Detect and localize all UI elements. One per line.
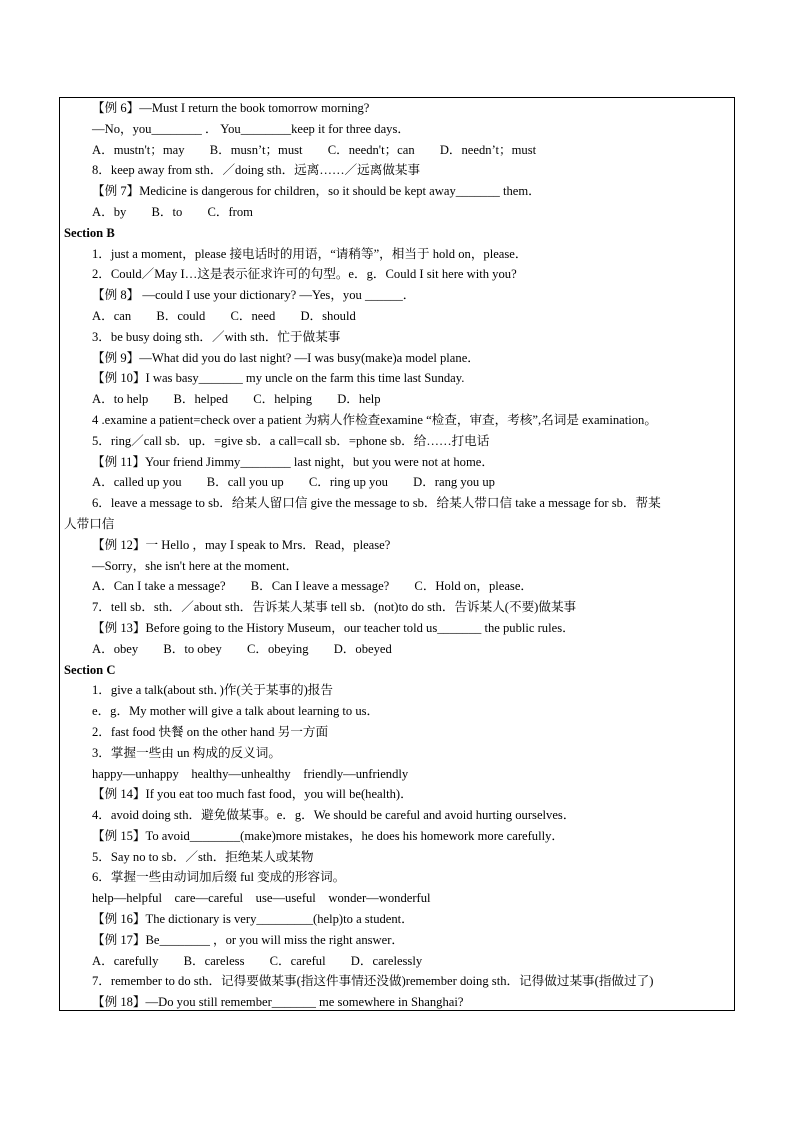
text-line: A．called up you B．call you up C．ring up you D．rang you up — [92, 475, 495, 490]
text-line: 【例 17】Be________ ，or you will miss the right answer． — [92, 932, 405, 947]
text-line: A．obey B．to obey C．obeying D．obeyed — [92, 641, 392, 656]
text-line: 【例 11】Your friend Jimmy________ last night，but you were not at home． — [92, 454, 494, 469]
text-line: 【例 6】—Must I return the book tomorrow morning? — [92, 101, 370, 115]
text-line: —No，you________ ． You________keep it for three days． — [92, 121, 410, 136]
text-line: 5．Say no to sb．／sth．拒绝某人或某物 — [92, 849, 314, 864]
text-line: A．by B．to C．from — [92, 204, 253, 219]
text-line: A．mustn't；may B．musn’t；must C．needn't；can D．needn’t；must — [92, 142, 537, 157]
text-line: 3．be busy doing sth．／with sth．忙于做某事 — [92, 329, 341, 344]
text-line: 人带口信 — [64, 516, 115, 531]
text-line: 8．keep away from sth．／doing sth．远离……／远离做某事 — [92, 163, 421, 178]
text-line: 【例 12】一 Hello ，may I speak to Mrs．Read，please? — [92, 537, 391, 552]
text-line: 4．avoid doing sth．避免做某事。e．g．We should be careful and avoid hurting ourselves． — [92, 808, 576, 823]
text-line: A．to help B．helped C．helping D．help — [92, 392, 381, 407]
text-line: 3．掌握一些由 un 构成的反义词。 — [92, 745, 281, 760]
text-line: 【例 9】—What did you do last night? —I was busy(make)a model plane． — [92, 350, 480, 365]
text-line: 4 .examine a patient=check over a patient 为病人作检查examine “检查，审查，考核”,名词是 examination。 — [92, 412, 657, 427]
text-line: 【例 10】I was basy_______ my uncle on the farm this time last Sunday. — [92, 371, 465, 386]
text-line: 7．tell sb．sth．／about sth．告诉某人某事 tell sb．(not)to do sth．告诉某人(不要)做某事 — [92, 600, 577, 615]
text-line: 1．give a talk(about sth．)作(关于某事的)报告 — [92, 683, 333, 698]
text-line: —Sorry，she isn't here at the moment． — [92, 558, 299, 573]
text-line: A．carefully B．careless C．careful D．carelessly — [92, 953, 423, 968]
text-line: help—helpful care—careful use—useful wonder—wonderful — [92, 891, 431, 906]
text-line: 【例 13】Before going to the History Museum，our teacher told us_______ the public rules． — [92, 620, 575, 635]
text-line: 2．Could／May I…这是表示征求许可的句型。e．g．Could I sit here with you? — [92, 267, 517, 282]
text-line: 2．fast food 快餐 on the other hand 另一方面 — [92, 724, 329, 739]
text-line: A．can B．could C．need D．should — [92, 308, 356, 323]
section-heading: Section B — [64, 225, 115, 240]
text-line: 【例 16】The dictionary is very_________(help)to a student． — [92, 912, 414, 927]
text-line: 【例 15】To avoid________(make)more mistakes，he does his homework more carefully． — [92, 828, 564, 843]
text-line: happy—unhappy healthy—unhealthy friendly—unfriendly — [92, 766, 409, 781]
text-line: e．g．My mother will give a talk about learning to us． — [92, 704, 380, 719]
document-body — [64, 98, 736, 1013]
text-line: A．Can I take a message? B．Can I leave a message? C．Hold on，please． — [92, 579, 534, 594]
text-line: 6．leave a message to sb．给某人留口信 give the message to sb．给某人带口信 take a message for sb．帮某 — [92, 496, 661, 511]
text-line: 5．ring／call sb．up．=give sb．a call=call sb．=phone sb．给……打电话 — [92, 433, 490, 448]
text-line: 1．just a moment，please 接电话时的用语，“请稍等”，相当于 hold on，please． — [92, 246, 528, 261]
text-line: 7．remember to do sth．记得要做某事(指这件事情还没做)remember doing sth．记得做过某事(指做过了) — [92, 974, 654, 989]
text-line: 【例 8】 —could I use your dictionary? —Yes，you ______． — [92, 288, 416, 303]
section-heading: Section C — [64, 662, 116, 677]
text-line: 6．掌握一些由动词加后缀 ful 变成的形容词。 — [92, 870, 346, 885]
text-line: 【例 14】If you eat too much fast food，you will be(health)． — [92, 787, 413, 802]
text-line: 【例 7】Medicine is dangerous for children，so it should be kept away_______ them． — [92, 184, 541, 199]
text-line: 【例 18】—Do you still remember_______ me somewhere in Shanghai? — [92, 995, 464, 1010]
